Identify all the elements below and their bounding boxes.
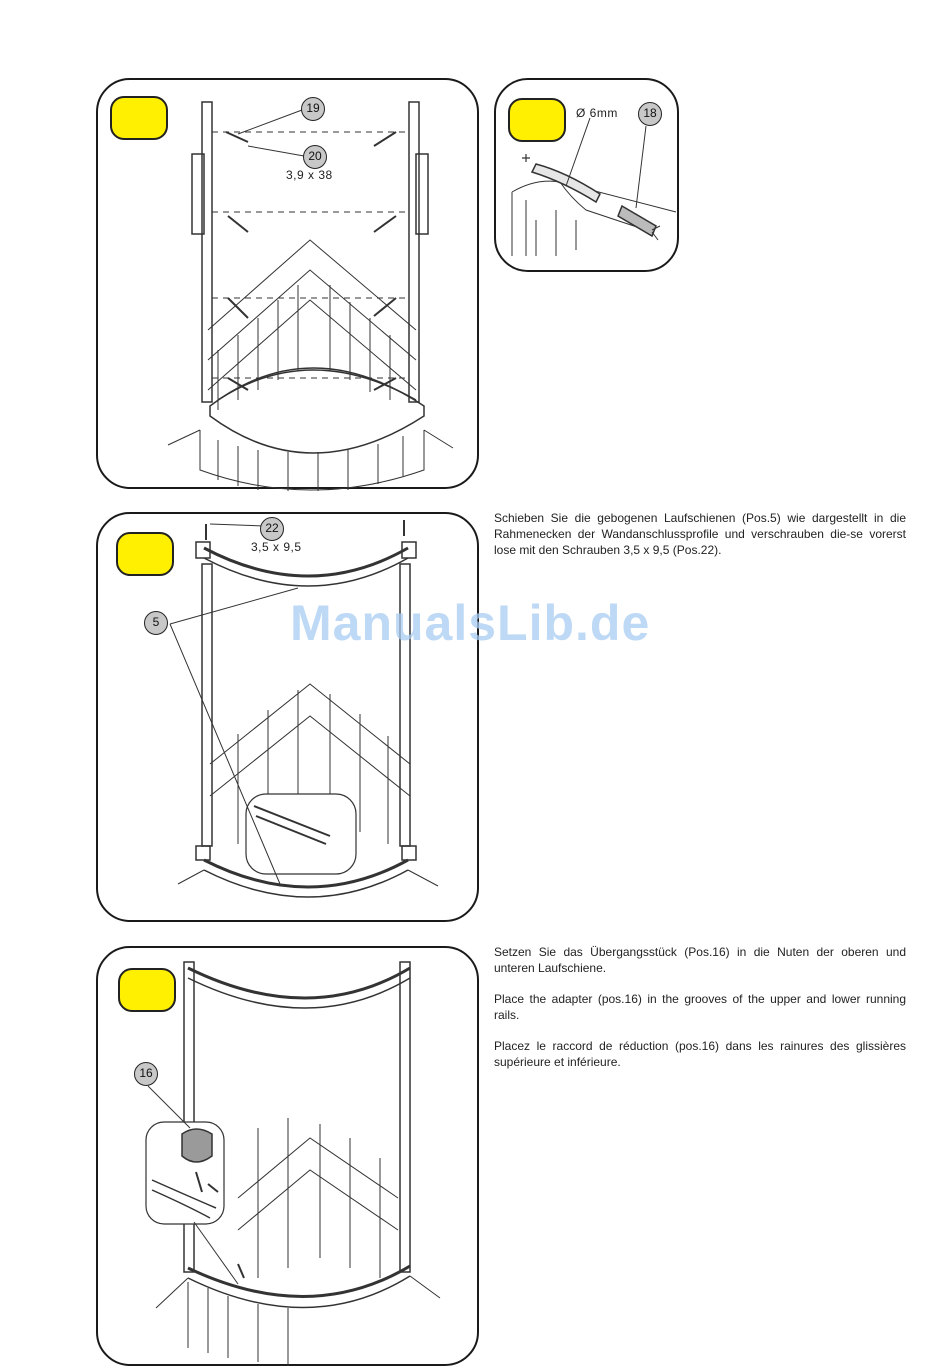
instruction-en: Place the adapter (pos.16) in the grooves of the upper and lower running rails.: [494, 992, 906, 1022]
step-badge: [118, 968, 176, 1012]
screw-dimension-label: 3,5 x 9,5: [251, 540, 302, 554]
instruction-fr: Placez le raccord de réduction (pos.16) dans les rainures des glissières supérieure et inférieure.: [494, 1039, 906, 1069]
step-badge: [508, 98, 566, 142]
step-badge: [110, 96, 168, 140]
callout-22: 22: [260, 517, 284, 541]
step-panel-adapter: [96, 946, 479, 1366]
step-panel-drill-detail: [494, 78, 679, 272]
step-badge: [116, 532, 174, 576]
callout-20: 20: [303, 145, 327, 169]
instruction-text-adapter: [494, 944, 906, 1085]
callout-19: 19: [301, 97, 325, 121]
wall-profile-illustration: [98, 80, 481, 491]
instruction-text-rails: [494, 510, 906, 573]
step-panel-running-rails: [96, 512, 479, 922]
callout-5: 5: [144, 611, 168, 635]
watermark: ManualsLib.de: [290, 595, 651, 651]
instruction-de: Schieben Sie die gebogenen Laufschienen (Pos.5) wie dargestellt in die Rahmenecken der Wandanschlussprofile und verschrauben die-se vorerst lose mit den Schrauben 3,5 x 9,5 (Pos.22).: [494, 511, 906, 557]
screw-dimension-label: 3,9 x 38: [286, 168, 333, 182]
callout-18: 18: [638, 102, 662, 126]
drill-size-label: Ø 6mm: [576, 106, 618, 120]
step-panel-wall-profiles: [96, 78, 479, 489]
callout-16: 16: [134, 1062, 158, 1086]
instruction-de: Setzen Sie das Übergangsstück (Pos.16) in die Nuten der oberen und unteren Laufschiene.: [494, 945, 906, 975]
